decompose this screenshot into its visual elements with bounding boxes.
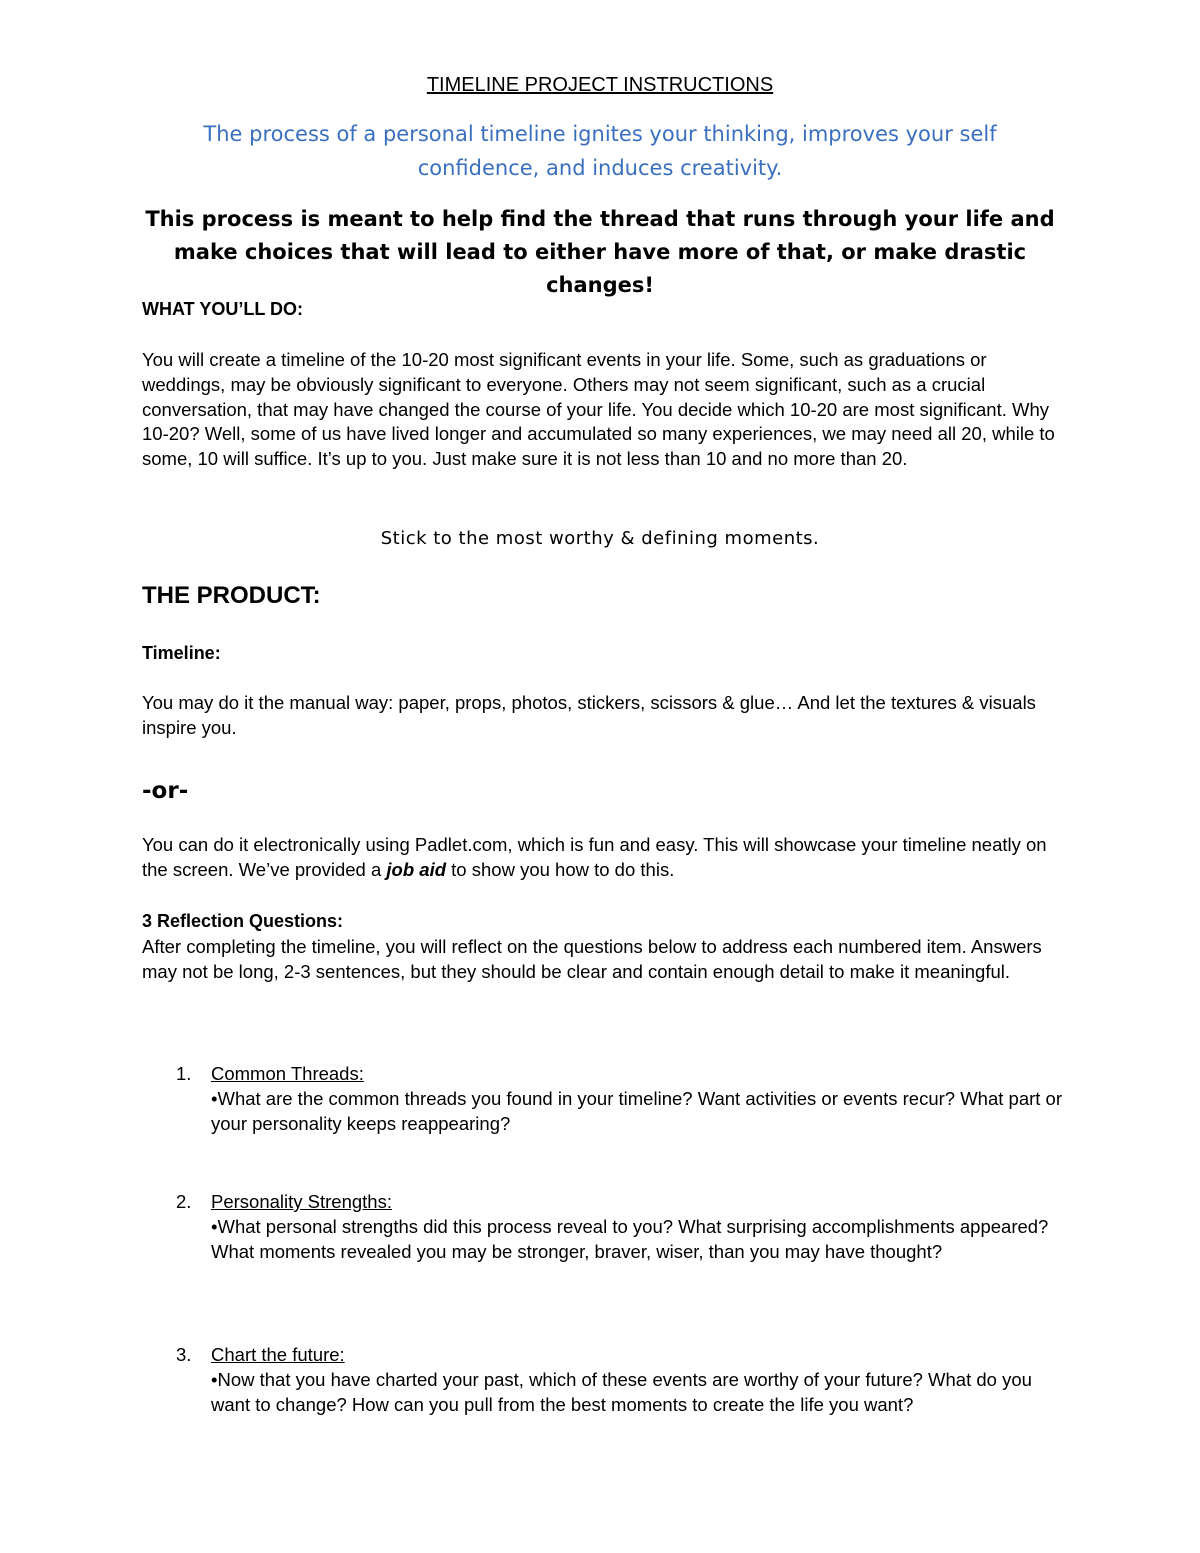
question-number: 2. bbox=[176, 1191, 192, 1212]
electronic-way-text bbox=[142, 833, 1072, 883]
electronic-text-after: to show you how to do this. bbox=[446, 858, 675, 880]
question-number: 1. bbox=[176, 1063, 192, 1084]
or-divider: -or- bbox=[142, 778, 189, 804]
question-title: Common Threads: bbox=[211, 1063, 364, 1084]
center-note: Stick to the most worthy & defining moments. bbox=[380, 528, 820, 549]
manual-way-text: You may do it the manual way: paper, props, photos, stickers, scissors & glue… And let the textures & visuals inspire you. bbox=[142, 692, 1036, 738]
timeline-heading: Timeline: bbox=[142, 643, 221, 663]
question-item bbox=[211, 1190, 1071, 1264]
tagline: The process of a personal timeline ignites your thinking, improves your self confidence, and induces creativity. bbox=[203, 122, 997, 180]
question-item bbox=[211, 1062, 1071, 1136]
question-item bbox=[211, 1343, 1071, 1417]
product-heading: THE PRODUCT: bbox=[142, 582, 321, 609]
reflection-heading: 3 Reflection Questions: bbox=[142, 911, 344, 931]
question-number: 3. bbox=[176, 1344, 192, 1365]
electronic-text-before: You can do it electronically using Padlet.com, which is fun and easy. This will showcase your timeline neatly on the screen. We’ve provided a bbox=[142, 834, 1047, 880]
question-text: •Now that you have charted your past, which of these events are worthy of your future? What do you want to change? How can you pull from the best moments to create the life you want? bbox=[211, 1368, 1032, 1415]
job-aid-emphasis: job aid bbox=[386, 858, 447, 880]
question-text: •What are the common threads you found in your timeline? Want activities or events recur? What part or your personality keeps reappearing? bbox=[211, 1087, 1063, 1134]
question-text: •What personal strengths did this process reveal to you? What surprising accomplishments appeared? What moments revealed you may be stronger, braver, wiser, than you may have thought? bbox=[211, 1215, 1049, 1262]
what-youll-do-body: You will create a timeline of the 10-20 most significant events in your life. Some, such as graduations or weddings, may be obviously significant to everyone. Others may not seem significant, such as a crucial conversation, that may have changed the course of your life. You decide which 10-20 are most significant. Why 10-20? Well, some of us have lived longer and accumulated so many experiences, we may need all 20, while to some, 10 will suffice. It’s up to you. Just make sure it is not less than 10 and no more than 20. bbox=[142, 349, 1055, 470]
question-title: Personality Strengths: bbox=[211, 1191, 392, 1212]
question-title: Chart the future: bbox=[211, 1344, 345, 1365]
what-youll-do-heading: WHAT YOU’LL DO: bbox=[142, 299, 303, 319]
reflection-intro: After completing the timeline, you will reflect on the questions below to address each numbered item. Answers may not be long, 2-3 sentences, but they should be clear and contain enough detail to make it meaningful. bbox=[142, 936, 1042, 982]
document-title: TIMELINE PROJECT INSTRUCTIONS bbox=[426, 74, 774, 96]
purpose-statement: This process is meant to help find the thread that runs through your life and make choices that will lead to either have more of that, or make drastic changes! bbox=[145, 207, 1055, 297]
